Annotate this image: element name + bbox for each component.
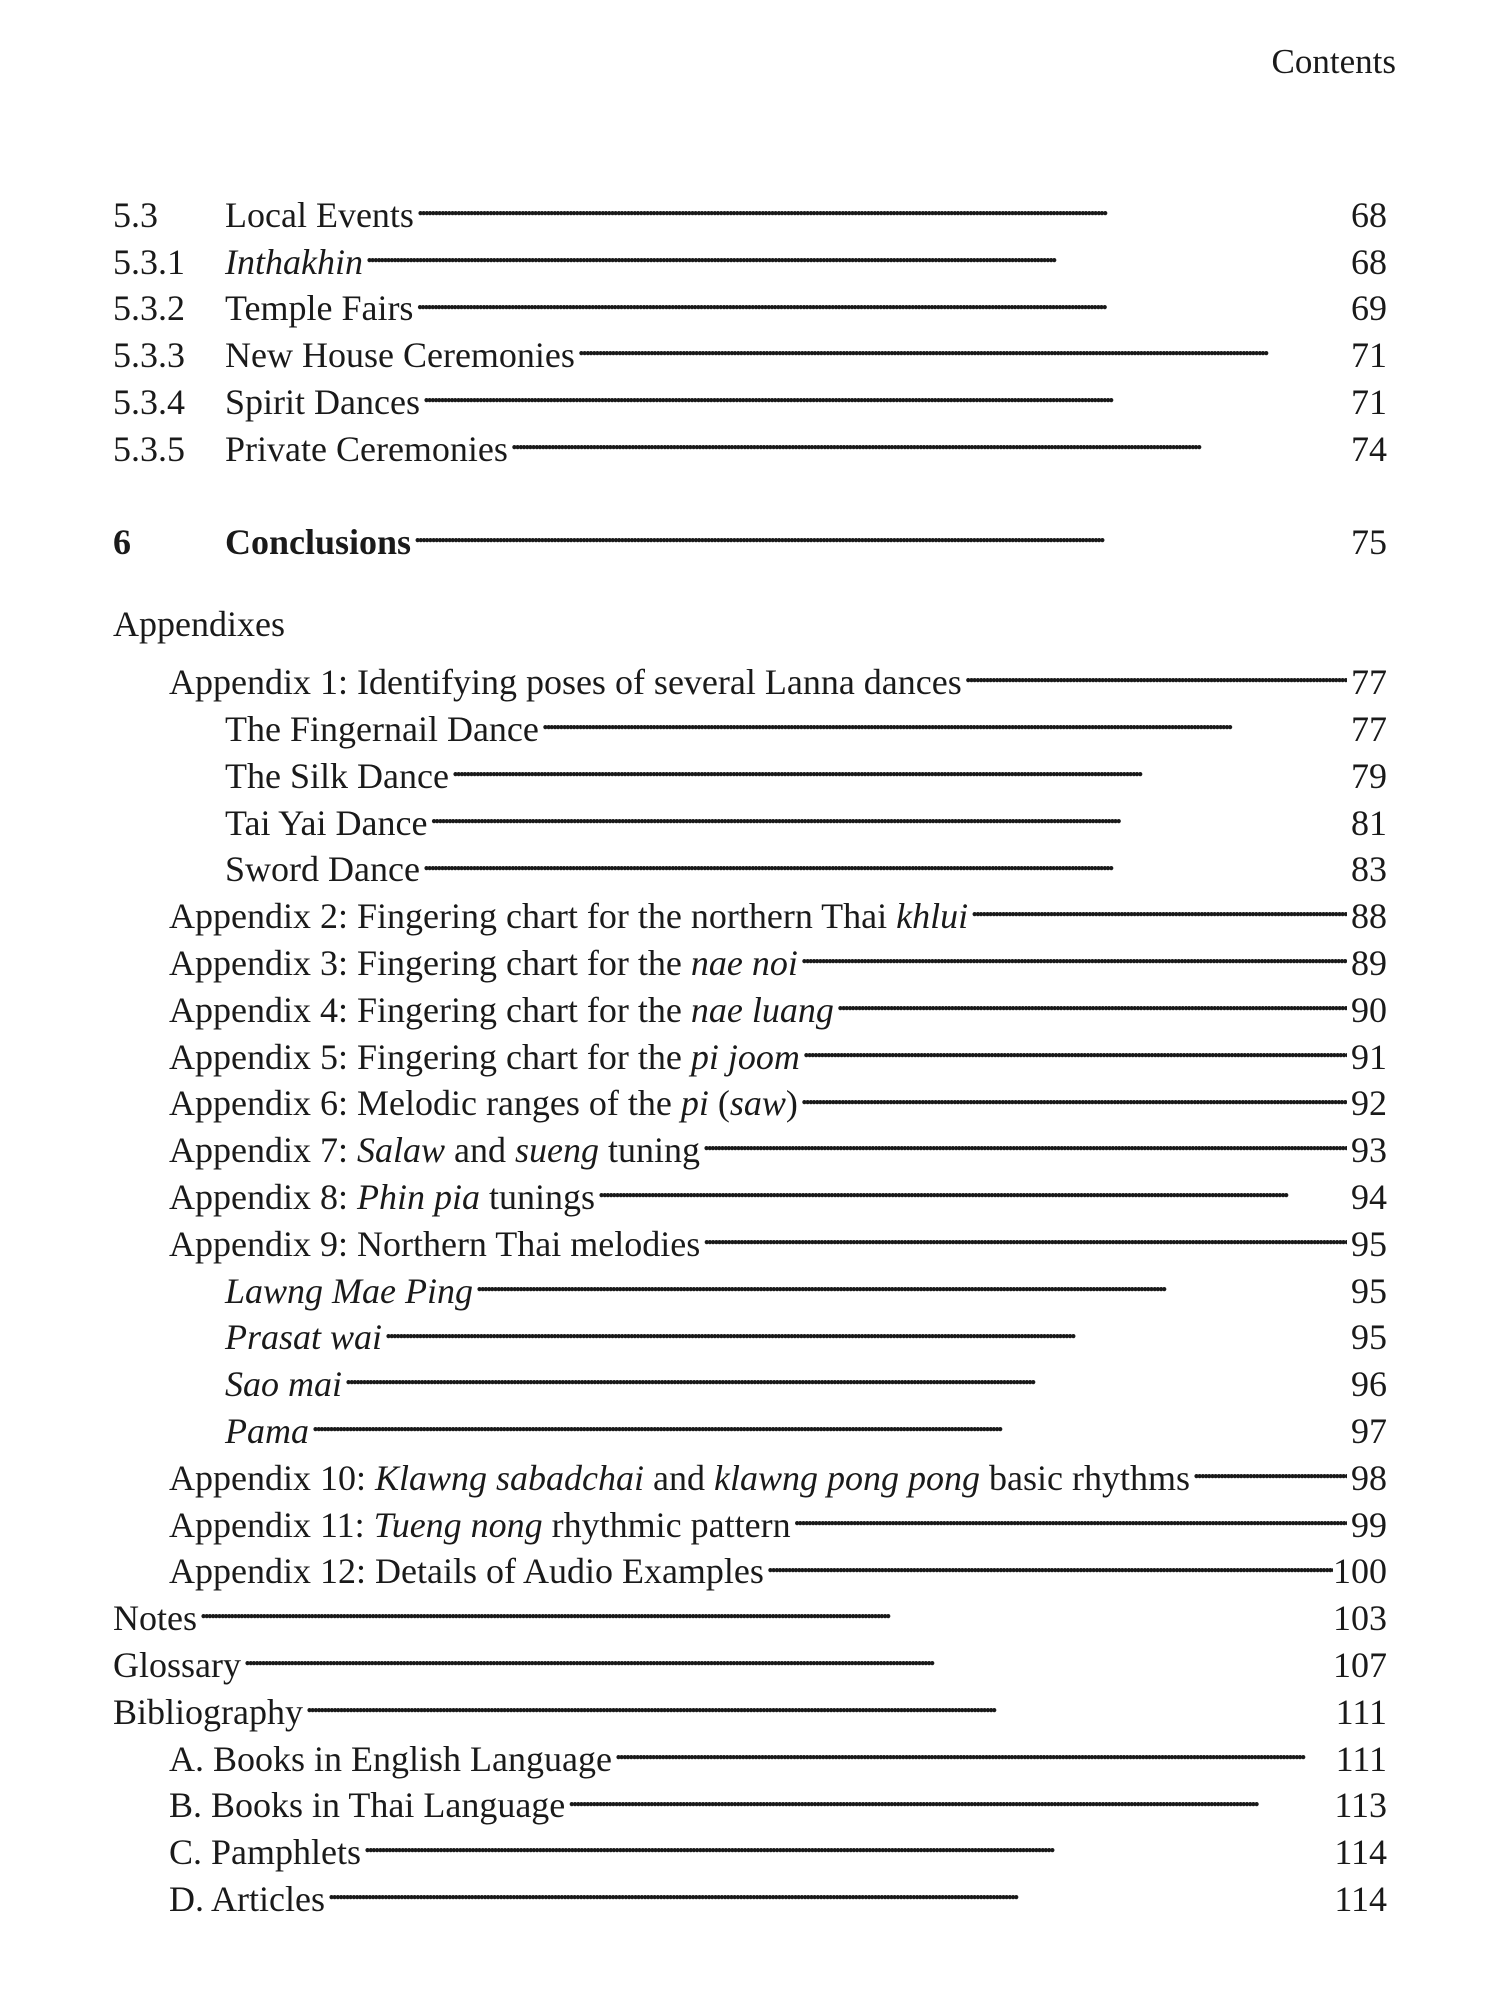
page-number: 111 [1335,1738,1387,1779]
page-number: 68 [1351,241,1387,282]
dot-leader [595,1162,1347,1209]
dot-leader [700,1115,1347,1162]
italic-term: nae luang [690,989,834,1030]
page-number: 91 [1351,1036,1387,1077]
dot-leader [508,414,1347,461]
entry-title: Temple Fairs [225,288,414,329]
dot-leader [413,274,1347,321]
entry-title: Appendix 3: Fingering chart for the nae noi [169,942,798,983]
entry-title: Sword Dance [225,849,420,890]
dot-leader [411,507,1347,554]
entry-title: Glossary [113,1644,241,1685]
page-number: 111 [1335,1691,1387,1732]
dot-leader [1190,1443,1347,1490]
dot-leader [382,1303,1347,1350]
page-number: 97 [1351,1410,1387,1451]
page-number: 92 [1351,1083,1387,1124]
dot-leader [303,1677,1336,1724]
dot-leader [800,1022,1347,1069]
entry-title: Appendix 7: Salaw and sueng tuning [169,1130,700,1171]
entry-title: Private Ceremonies [225,428,508,469]
dot-leader [962,647,1347,694]
page-number: 69 [1351,288,1387,329]
page-number: 94 [1351,1176,1387,1217]
entry-title: Appendix 5: Fingering chart for the pi joom [169,1036,800,1077]
dot-leader [834,975,1347,1022]
dot-leader [798,1069,1347,1116]
page-number: 95 [1351,1223,1387,1264]
italic-term: Pama [225,1410,309,1451]
page-number: 113 [1334,1785,1387,1826]
toc-entry-5-3[interactable] [113,180,1387,235]
page-number: 88 [1351,896,1387,937]
dot-leader [309,1396,1347,1443]
entry-label: B. [169,1785,203,1826]
italic-term: khlui [896,896,969,937]
dot-leader [473,1256,1347,1303]
italic-term: Klawng sabadchai [374,1457,644,1498]
toc-entry-bibliography[interactable] [113,1677,1387,1732]
entry-title: B. Books in Thai Language [169,1785,566,1826]
entry-title: Appendix 2: Fingering chart for the northern Thai khlui [169,896,969,937]
toc-entry-notes[interactable] [113,1583,1387,1639]
page-number: 103 [1333,1598,1387,1639]
entry-title: A. Books in English Language [169,1738,612,1779]
dot-leader [575,320,1347,367]
dot-leader [791,1490,1347,1537]
page-number: 99 [1351,1504,1387,1545]
entry-title: Tai Yai Dance [225,802,428,843]
entry-title: The Silk Dance [225,755,449,796]
page-number: 95 [1351,1270,1387,1311]
page-number: 107 [1333,1644,1387,1685]
italic-term: saw [729,1083,786,1124]
page-number: 75 [1351,521,1387,562]
italic-term: Inthakhin [225,241,363,282]
page-number: 83 [1351,849,1387,890]
page-number: 81 [1351,802,1387,843]
page-number: 77 [1351,662,1387,703]
italic-term: Phin pia [356,1176,480,1217]
page-number: 100 [1333,1551,1387,1592]
entry-title: Appendix 8: Phin pia tunings [169,1176,595,1217]
page-number: 114 [1334,1832,1387,1873]
entry-title: Appendix 10: Klawng sabadchai and klawng pong pong basic rhythms [169,1457,1190,1498]
entry-title: Bibliography [113,1691,303,1732]
page-number: 68 [1351,194,1387,235]
entry-label: D. [169,1878,204,1919]
italic-term: Tueng nong [373,1504,543,1545]
dot-leader [197,1583,1333,1630]
entry-title: Appendix 1: Identifying poses of several Lanna dances [169,662,962,703]
entry-number: 5.3.4 [113,381,185,422]
page-number: 89 [1351,942,1387,983]
italic-term: nae noi [690,942,798,983]
entry-title [225,239,363,286]
dot-leader [361,1817,1334,1864]
italic-term: Salaw [356,1130,445,1171]
entry-title: Appendix 12: Details of Audio Examples [169,1551,764,1592]
dot-leader [420,835,1347,882]
dot-leader [565,1771,1334,1818]
entry-title: Appendix 11: Tueng nong rhythmic pattern [169,1504,791,1545]
dot-leader [241,1630,1333,1677]
entry-title: Notes [113,1598,197,1639]
dot-leader [539,694,1347,741]
entry-number: 5.3.3 [113,335,185,376]
entry-title: C. Pamphlets [169,1832,362,1873]
toc-entry-chapter-6[interactable] [113,507,1387,562]
table-of-contents [113,180,1387,1919]
page-number: 98 [1351,1457,1387,1498]
chapter-number: 6 [113,521,131,562]
page-number: 114 [1334,1878,1387,1919]
entry-title: Spirit Dances [225,381,420,422]
appendixes-heading: Appendixes [113,603,285,644]
italic-term: sueng [514,1130,599,1171]
page-number: 95 [1351,1317,1387,1358]
dot-leader [449,741,1347,788]
italic-term: pi joom [690,1036,800,1077]
page-number: 71 [1351,381,1387,422]
entry-title: Appendix 4: Fingering chart for the nae luang [169,989,834,1030]
italic-term: Sao mai [225,1364,342,1405]
chapter-title: Conclusions [225,521,412,562]
entry-title: Appendix 6: Melodic ranges of the pi (saw) [169,1083,798,1124]
entry-title: D. Articles [169,1878,325,1919]
page-number: 71 [1351,335,1387,376]
italic-term: klawng pong pong [713,1457,980,1498]
dot-leader [700,1209,1347,1256]
italic-term: Prasat wai [225,1317,383,1358]
entry-number: 5.3.5 [113,428,185,469]
entry-number: 5.3.2 [113,288,185,329]
entry-title: Local Events [225,194,414,235]
entry-label: C. [169,1832,203,1873]
entry-title: New House Ceremonies [225,335,575,376]
page-number: 79 [1351,755,1387,796]
dot-leader [342,1349,1347,1396]
italic-term: Lawng Mae Ping [225,1270,473,1311]
dot-leader [798,928,1347,975]
dot-leader [414,180,1347,227]
toc-entry-bibliography-sub[interactable] [113,1724,1387,1779]
running-header: Contents [1271,42,1396,81]
dot-leader [363,227,1347,274]
page-number: 77 [1351,708,1387,749]
page-number: 96 [1351,1364,1387,1405]
entry-number: 5.3 [113,194,158,235]
page-number: 93 [1351,1130,1387,1171]
dot-leader [325,1864,1334,1911]
italic-term: pi [680,1083,709,1124]
dot-leader [612,1724,1336,1771]
dot-leader [968,881,1347,928]
dot-leader [420,367,1347,414]
entry-label: A. [169,1738,204,1779]
entry-title: Appendix 9: Northern Thai melodies [169,1223,701,1264]
toc-entry-appendix-1[interactable] [113,647,1387,703]
entry-title [225,1408,309,1455]
dot-leader [427,788,1347,835]
dot-leader [764,1537,1333,1584]
toc-entry-glossary[interactable] [113,1630,1387,1685]
page-number: 74 [1351,428,1387,469]
entry-title: The Fingernail Dance [225,708,539,749]
entry-number: 5.3.1 [113,241,185,282]
page-number: 90 [1351,989,1387,1030]
